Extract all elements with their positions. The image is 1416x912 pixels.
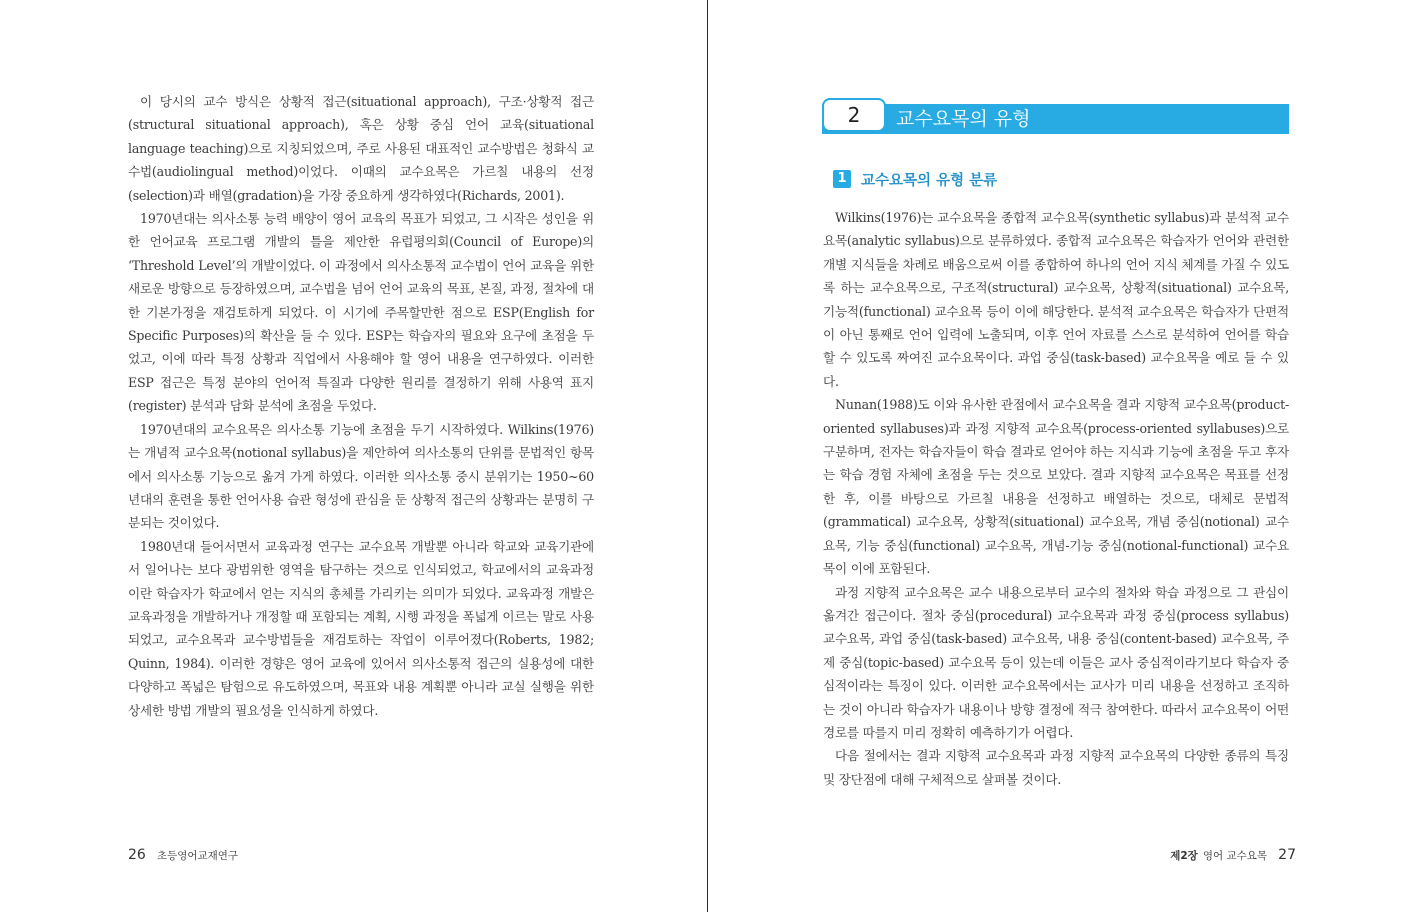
- chapter-heading-bar: [822, 104, 1289, 134]
- left-paragraph-1: 이 당시의 교수 방식은 상황적 접근(situational approach), 구조·상황적 접근(structural situational approach), 혹은 상황 중심 언어 교육(situational language teaching)으로 지칭되었으며, 주로 사용된 대표적인 교수방법은 청화식 교수법(audiolingual method)이었다. 이때의 교수요목은 가르칠 내용의 선정(selection)과 배열(gradation)을 가장 중요하게 생각하였다(Richards, 2001).: [128, 94, 594, 203]
- section-heading: [833, 168, 997, 190]
- right-paragraph-4: 다음 절에서는 결과 지향적 교수요목과 과정 지향적 교수요목의 다양한 종류의 특징 및 장단점에 대해 구체적으로 살펴볼 것이다.: [823, 748, 1289, 787]
- right-paragraph-3: 과정 지향적 교수요목은 교수 내용으로부터 교수의 절차와 학습 과정으로 그 관심이 옮겨간 접근이다. 절차 중심(procedural) 교수요목과 과정 중심(process syllabus) 교수요목, 과업 중심(task-based) 교수요목, 내용 중심(content-based) 교수요목, 주제 중심(topic-based) 교수요목 등이 있는데 이들은 교사 중심적이라기보다 학습자 중심적이라는 특징이 있다. 이러한 교수요목에서는 교사가 미리 내용을 선정하고 조직하는 것이 아니라 학습자가 내용이나 방향 결정에 적극 참여한다. 따라서 교수요목이 어떤 경로를 따를지 미리 정확히 예측하기가 어렵다.: [823, 584, 1289, 740]
- left-page-number: 26: [128, 847, 146, 863]
- left-paragraph-4: 1980년대 들어서면서 교육과정 연구는 교수요목 개발뿐 아니라 학교와 교육기관에서 일어나는 보다 광범위한 영역을 탐구하는 것으로 인식되었고, 학교에서의 교육과정이란 학습자가 학교에서 얻는 지식의 총체를 가리키는 의미가 되었다. 교육과정 개발은 교육과정을 개발하거나 개정할 때 포함되는 계획, 시행 과정을 폭넓게 이르는 말로 사용되었고, 교수요목과 교수방법들을 재검토하는 작업이 이루어졌다(Roberts, 1982; Quinn, 1984). 이러한 경향은 영어 교육에 있어서 의사소통적 접근의 실용성에 대한 다양하고 폭넓은 탐험으로 유도하였으며, 목표와 내용 계획뿐 아니라 교실 실행을 위한 상세한 방법 개발의 필요성을 인식하게 하였다.: [128, 538, 594, 718]
- section-number-badge: 1: [833, 170, 851, 188]
- left-running-head: 초등영어교재연구: [156, 850, 239, 862]
- right-paragraph-1: Wilkins(1976)는 교수요목을 종합적 교수요목(synthetic syllabus)과 분석적 교수요목(analytic syllabus)으로 분류하였다. 종합적 교수요목은 학습자가 언어와 관련한 개별 지식들을 차례로 배움으로써 이를 종합하여 하나의 언어 지식 체계를 가질 수 있도록 하는 교수요목으로, 구조적(structural) 교수요목, 상황적(situational) 교수요목, 기능적(functional) 교수요목 등이 이에 해당한다. 분석적 교수요목은 학습자가 단편적이 아닌 통째로 언어 입력에 노출되며, 이후 언어 자료를 스스로 분석하여 언어를 학습할 수 있도록 짜여진 교수요목이다. 과업 중심(task-based) 교수요목을 예로 들 수 있다.: [823, 210, 1289, 389]
- right-paragraph-2: Nunan(1988)도 이와 유사한 관점에서 교수요목을 결과 지향적 교수요목(product-oriented syllabuses)과 과정 지향적 교수요목(process-oriented syllabuses)으로 구분하며, 전자는 학습자들이 학습 결과로 얻어야 하는 지식과 기능에 초점을 두고 후자는 학습 경험 자체에 초점을 두는 것으로 보았다. 결과 지향적 교수요목은 목표를 선정한 후, 이를 바탕으로 가르칠 내용을 선정하고 배열하는 것으로, 대체로 문법적(grammatical) 교수요목, 상황적(situational) 교수요목, 개념 중심(notional) 교수요목, 기능 중심(functional) 교수요목, 개념-기능 중심(notional-functional) 교수요목이 이에 포함된다.: [823, 397, 1289, 577]
- right-footer: [1170, 844, 1296, 863]
- page-gutter: [707, 0, 708, 912]
- right-running-head: 영어 교수요목: [1202, 850, 1268, 862]
- right-page: [709, 0, 1416, 912]
- right-body-text: [823, 206, 1289, 791]
- left-footer: [128, 844, 238, 863]
- chapter-title: 교수요목의 유형: [896, 108, 1031, 130]
- left-paragraph-3: 1970년대의 교수요목은 의사소통 기능에 초점을 두기 시작하였다. Wilkins(1976)는 개념적 교수요목(notional syllabus)을 제안하여 의사소통의 단위를 문법적인 항목에서 의사소통 기능으로 옮겨 가게 하였다. 이러한 의사소통 중시 분위기는 1950~60년대의 훈련을 통한 언어사용 습관 형성에 관심을 둔 상황적 접근의 상황과는 분명히 구분되는 것이었다.: [128, 421, 594, 531]
- left-paragraph-2: 1970년대는 의사소통 능력 배양이 영어 교육의 목표가 되었고, 그 시작은 성인을 위한 언어교육 프로그램 개발의 틀을 제안한 유럽평의회(Council of Europe)의 ‘Threshold Level’의 개발이었다. 이 과정에서 의사소통적 교수법이 언어 교육을 위한 새로운 방향으로 등장하였으며, 교수법을 넘어 언어 교육의 목표, 본질, 과정, 절차에 대한 기본가정을 재검토하게 되었다. 이 시기에 주목할만한 점으로 ESP(English for Specific Purposes)의 확산을 들 수 있다. ESP는 학습자의 필요와 요구에 초점을 두었고, 이에 따라 특정 상황과 직업에서 사용해야 할 영어 내용을 연구하였다. 이러한 ESP 접근은 특정 분야의 언어적 특질과 다양한 원리를 결정하기 위해 사용역 표지(register) 분석과 담화 분석에 초점을 두었다.: [128, 211, 594, 414]
- chapter-number-badge: 2: [822, 98, 886, 132]
- section-title: 교수요목의 유형 분류: [861, 172, 998, 189]
- chapter-label: 제2장: [1170, 850, 1198, 862]
- right-page-number: 27: [1278, 847, 1296, 863]
- left-body-text: [128, 90, 594, 722]
